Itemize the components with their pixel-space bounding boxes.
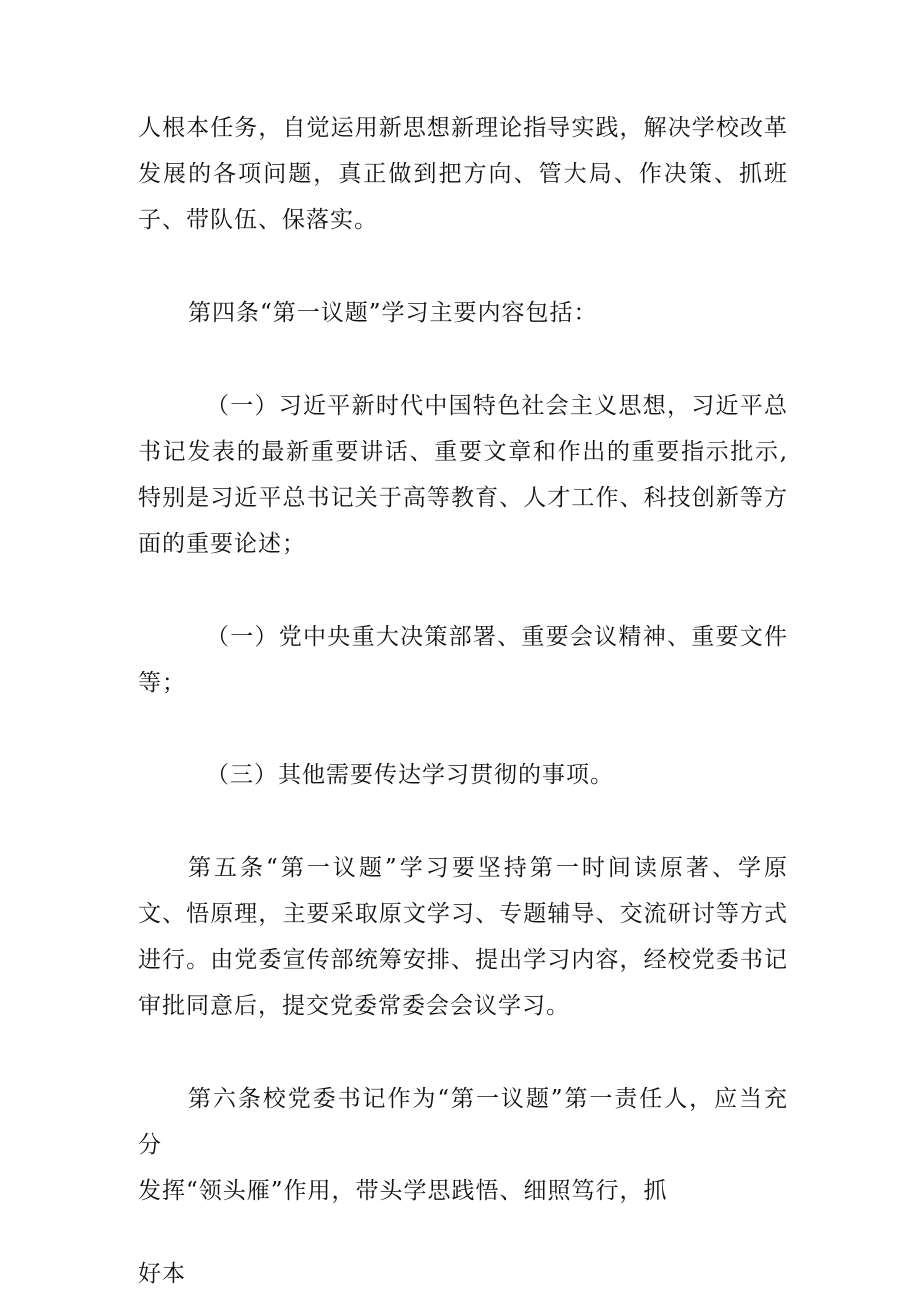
paragraph-item-1: （一）习近平新时代中国特色社会主义思想，习近平总书记发表的最新重要讲话、重要文章和作出的重要指示批示,特别是习近平总书记关于高等教育、人才工作、科技创新等方面的重要论述； xyxy=(138,393,788,557)
document-page xyxy=(138,105,788,1297)
paragraph-item-2: （一）党中央重大决策部署、重要会议精神、重要文件等； xyxy=(138,624,788,696)
paragraph-item-3: （三）其他需要传达学习贯彻的事项。 xyxy=(206,762,614,788)
paragraph-tail: 好本 xyxy=(138,1261,186,1287)
article-6-line-1: 第六条校党委书记作为“第一议题”第一责任人，应当充分 xyxy=(138,1086,788,1158)
paragraph-article-4: 第四条“第一议题”学习主要内容包括： xyxy=(188,300,598,326)
article-6-line-2: 发挥“领头雁”作用，带头学思践悟、细照笃行，抓 xyxy=(138,1178,668,1204)
paragraph-article-5: 第五条“第一议题”学习要坚持第一时间读原著、学原文、悟原理，主要采取原文学习、专题辅导、交流研讨等方式进行。由党委宣传部统筹安排、提出学习内容，经校党委书记审批同意后，提交党委常委会会议学习。 xyxy=(138,855,788,1019)
paragraph-continuation: 人根本任务，自觉运用新思想新理论指导实践，解决学校改革发展的各项问题，真正做到把方向、管大局、作决策、抓班子、带队伍、保落实。 xyxy=(138,115,788,233)
paragraph-article-6 xyxy=(138,1076,788,1214)
